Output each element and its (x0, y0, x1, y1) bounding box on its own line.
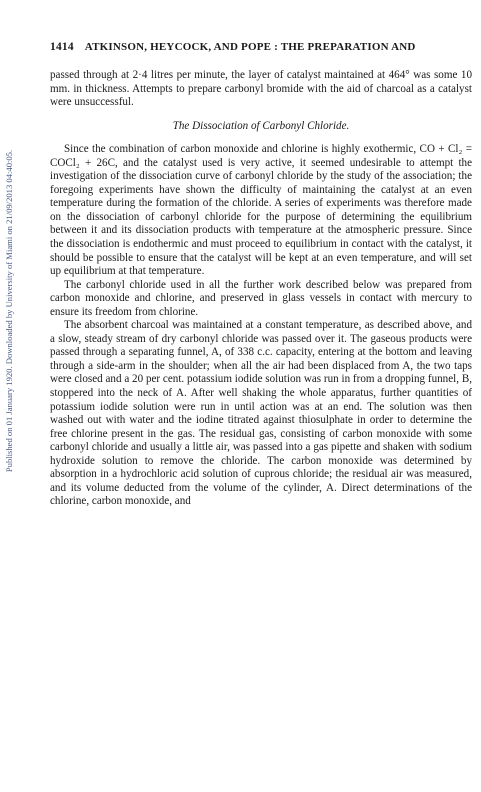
page-number: 1414 (50, 41, 74, 53)
running-title: ATKINSON, HEYCOCK, AND POPE : THE PREPARATION AND (84, 41, 416, 53)
paragraph-continued: passed through at 2·4 litres per minute, the layer of catalyst maintained at 464° was some 10 mm. in thickness. Attempts to prepare carbonyl bromide with the aid of charcoal as a catalyst were unsuccessful. (50, 69, 472, 109)
paragraph: The carbonyl chloride used in all the further work described below was prepared from carbon monoxide and chlorine, and preserved in glass vessels in contact with mercury to ensure its freedom from chlorine. (50, 278, 472, 318)
paragraph: The absorbent charcoal was maintained at a constant temperature, as described above, and a slow, steady stream of dry carbonyl chloride was passed over it. The gaseous products were passed through a separating funnel, A, of 338 c.c. capacity, entering at the bottom and leaving through a side-arm in the shoulder; when all the air had been displaced from A, the two taps were closed and a 20 per cent. potassium iodide solution was run in from a dropping funnel, B, stoppered into the neck of A. After well shaking the whole apparatus, further quantities of potassium iodide solution were run in until action was at an end. The solution was then washed out with water and the iodine titrated against thiosulphate in order to determine the free chlorine present in the gas. The residual gas, consisting of carbon monoxide with some carbonyl chloride and usually a little air, was passed into a gas pipette and shaken with sodium hydroxide solution to remove the chloride. The carbon monoxide was determined by absorption in a hydrochloric acid solution of cuprous chloride; the residual air was measured, and its volume deducted from the volume of the cylinder, A. Direct determinations of the chlorine, carbon monoxide, and (50, 319, 472, 508)
download-watermark (2, 96, 16, 526)
running-header (50, 41, 470, 55)
section-heading: The Dissociation of Carbonyl Chloride. (172, 119, 350, 132)
download-watermark-text: Published on 01 January 1920. Downloaded by University of Miami on 21/09/2013 04:40:05. (4, 149, 14, 473)
article-body (50, 69, 472, 509)
paragraph: Since the combination of carbon monoxide and chlorine is highly exothermic, CO + Cl₂ = COCl₂ + 26C, and the catalyst used is very active, it seemed undesirable to attempt the investigation of the dissociation curve of carbonyl chloride by the study of the association; the foregoing experiments have shown the difficulty of maintaining the catalyst at an even temperature during the formation of the chloride. A series of experiments was therefore made on the dissociation of carbonyl chloride for the purpose of determining the equilibrium between it and its dissociation products with temperature at the atmospheric pressure. Since the dissociation is endothermic and must proceed to equilibrium in contact with the catalyst, it should be possible to ensure that the catalyst will be kept at an even temperature, and will set up equilibrium at that temperature. (50, 143, 472, 278)
